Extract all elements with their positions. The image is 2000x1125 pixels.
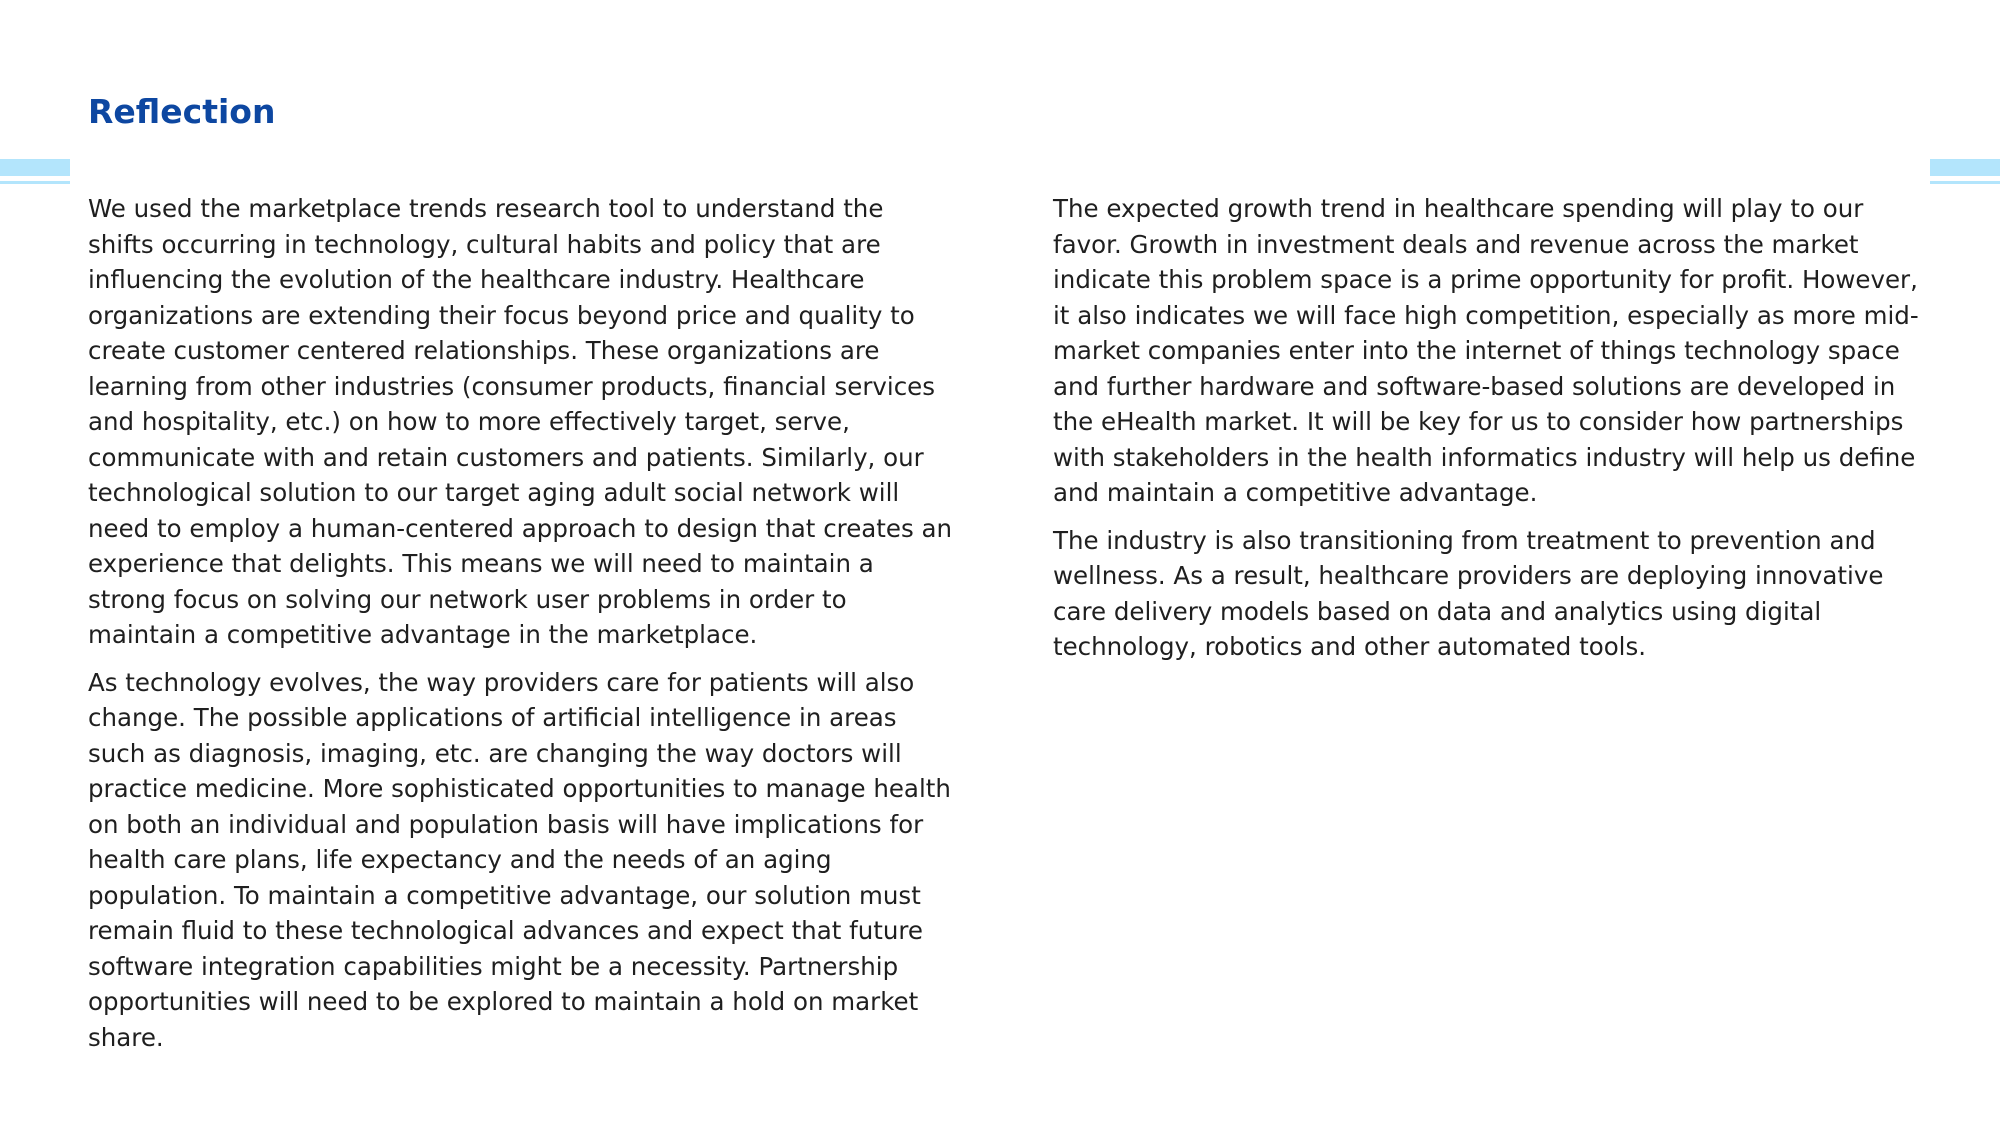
left-accent-bar	[0, 159, 70, 176]
paragraph-growth-trend: The expected growth trend in healthcare spending will play to our favor. Growth in investment deals and revenue across the market indicate this problem space is a prime opportunity for profit. However, it also indicates we will face high competition, especially as more mid-market companies enter into the internet of things technology space and further hardware and software-based solutions are developed in the eHealth market. It will be key for us to consider how partnerships with stakeholders in the health informatics industry will help us define and maintain a competitive advantage.	[1053, 194, 1919, 507]
page-title: Reflection	[88, 92, 276, 131]
left-text-column	[88, 191, 953, 1067]
right-text-column	[1053, 191, 1928, 677]
paragraph-technology-evolves: As technology evolves, the way providers care for patients will also change. The possible applications of artificial intelligence in areas such as diagnosis, imaging, etc. are changing the way doctors will practice medicine. More sophisticated opportunities to manage health on both an individual and population basis will have implications for health care plans, life expectancy and the needs of an aging population. To maintain a competitive advantage, our solution must remain fluid to these technological advances and expect that future software integration capabilities might be a necessity. Partnership opportunities will need to be explored to maintain a hold on market share.	[88, 667, 951, 1052]
right-accent-bar	[1930, 159, 2000, 176]
paragraph-marketplace-trends: We used the marketplace trends research tool to understand the shifts occurring in technology, cultural habits and policy that are influencing the evolution of the healthcare industry. Healthcare organizations are extending their focus beyond price and quality to create customer centered relationships. These organizations are learning from other industries (consumer products, financial services and hospitality, etc.) on how to more effectively target, serve, communicate with and retain customers and patients. Similarly, our technological solution to our target aging adult social network will need to employ a human-centered approach to design that creates an experience that delights. This means we will need to maintain a strong focus on solving our network user problems in order to maintain a competitive advantage in the marketplace.	[88, 194, 953, 649]
paragraph-prevention-wellness: The industry is also transitioning from treatment to prevention and wellness. As a result, healthcare providers are deploying innovative care delivery models based on data and analytics using digital technology, robotics and other automated tools.	[1053, 525, 1884, 661]
left-accent-line	[0, 181, 70, 184]
right-accent-line	[1930, 181, 2000, 184]
